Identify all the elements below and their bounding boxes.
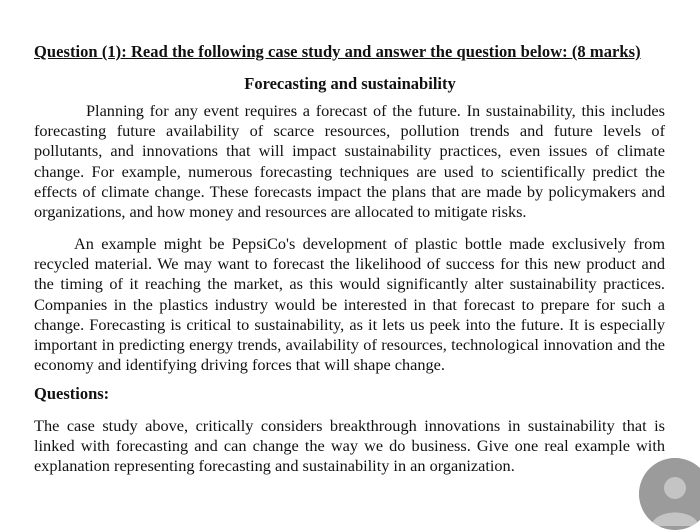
case-study-title: Forecasting and sustainability (244, 74, 456, 93)
avatar-icon (639, 458, 700, 530)
questions-heading: Questions: (34, 384, 110, 403)
paragraph-planning: Planning for any event requires a forecast of the future. In sustainability, this includes forecasting future availability of scarce resources, pollution trends and future levels of pollutants, and innovations that will impact sustainability practices, even issues of climate change. For example, numerous forecasting techniques are used to scientifically predict the effects of climate change. These forecasts impact the plans that are made by policymakers and organizations, and how money and resources are allocated to mitigate risks. (34, 101, 665, 222)
question-header: Question (1): Read the following case study and answer the question below: (8 marks) (34, 42, 641, 61)
paragraph-pepsico-example: An example might be PepsiCo's development of plastic bottle made exclusively from recycled material. We may want to forecast the likelihood of success for this new product and the timing of it reaching the market, as this would significantly alter sustainability practices. Companies in the plastics industry would be interested in that forecast to prepare for such a change. Forecasting is critical to sustainability, as it lets us peek into the future. It is especially important in predicting energy trends, availability of resources, technological innovation and the economy and identifying driving forces that will shape change. (34, 234, 665, 375)
avatar-button[interactable] (639, 458, 700, 530)
question-text: The case study above, critically considers breakthrough innovations in sustainability that is linked with forecasting and can change the way we do business. Give one real example with explanation representing forecasting and sustainability in an organization. (34, 416, 665, 476)
